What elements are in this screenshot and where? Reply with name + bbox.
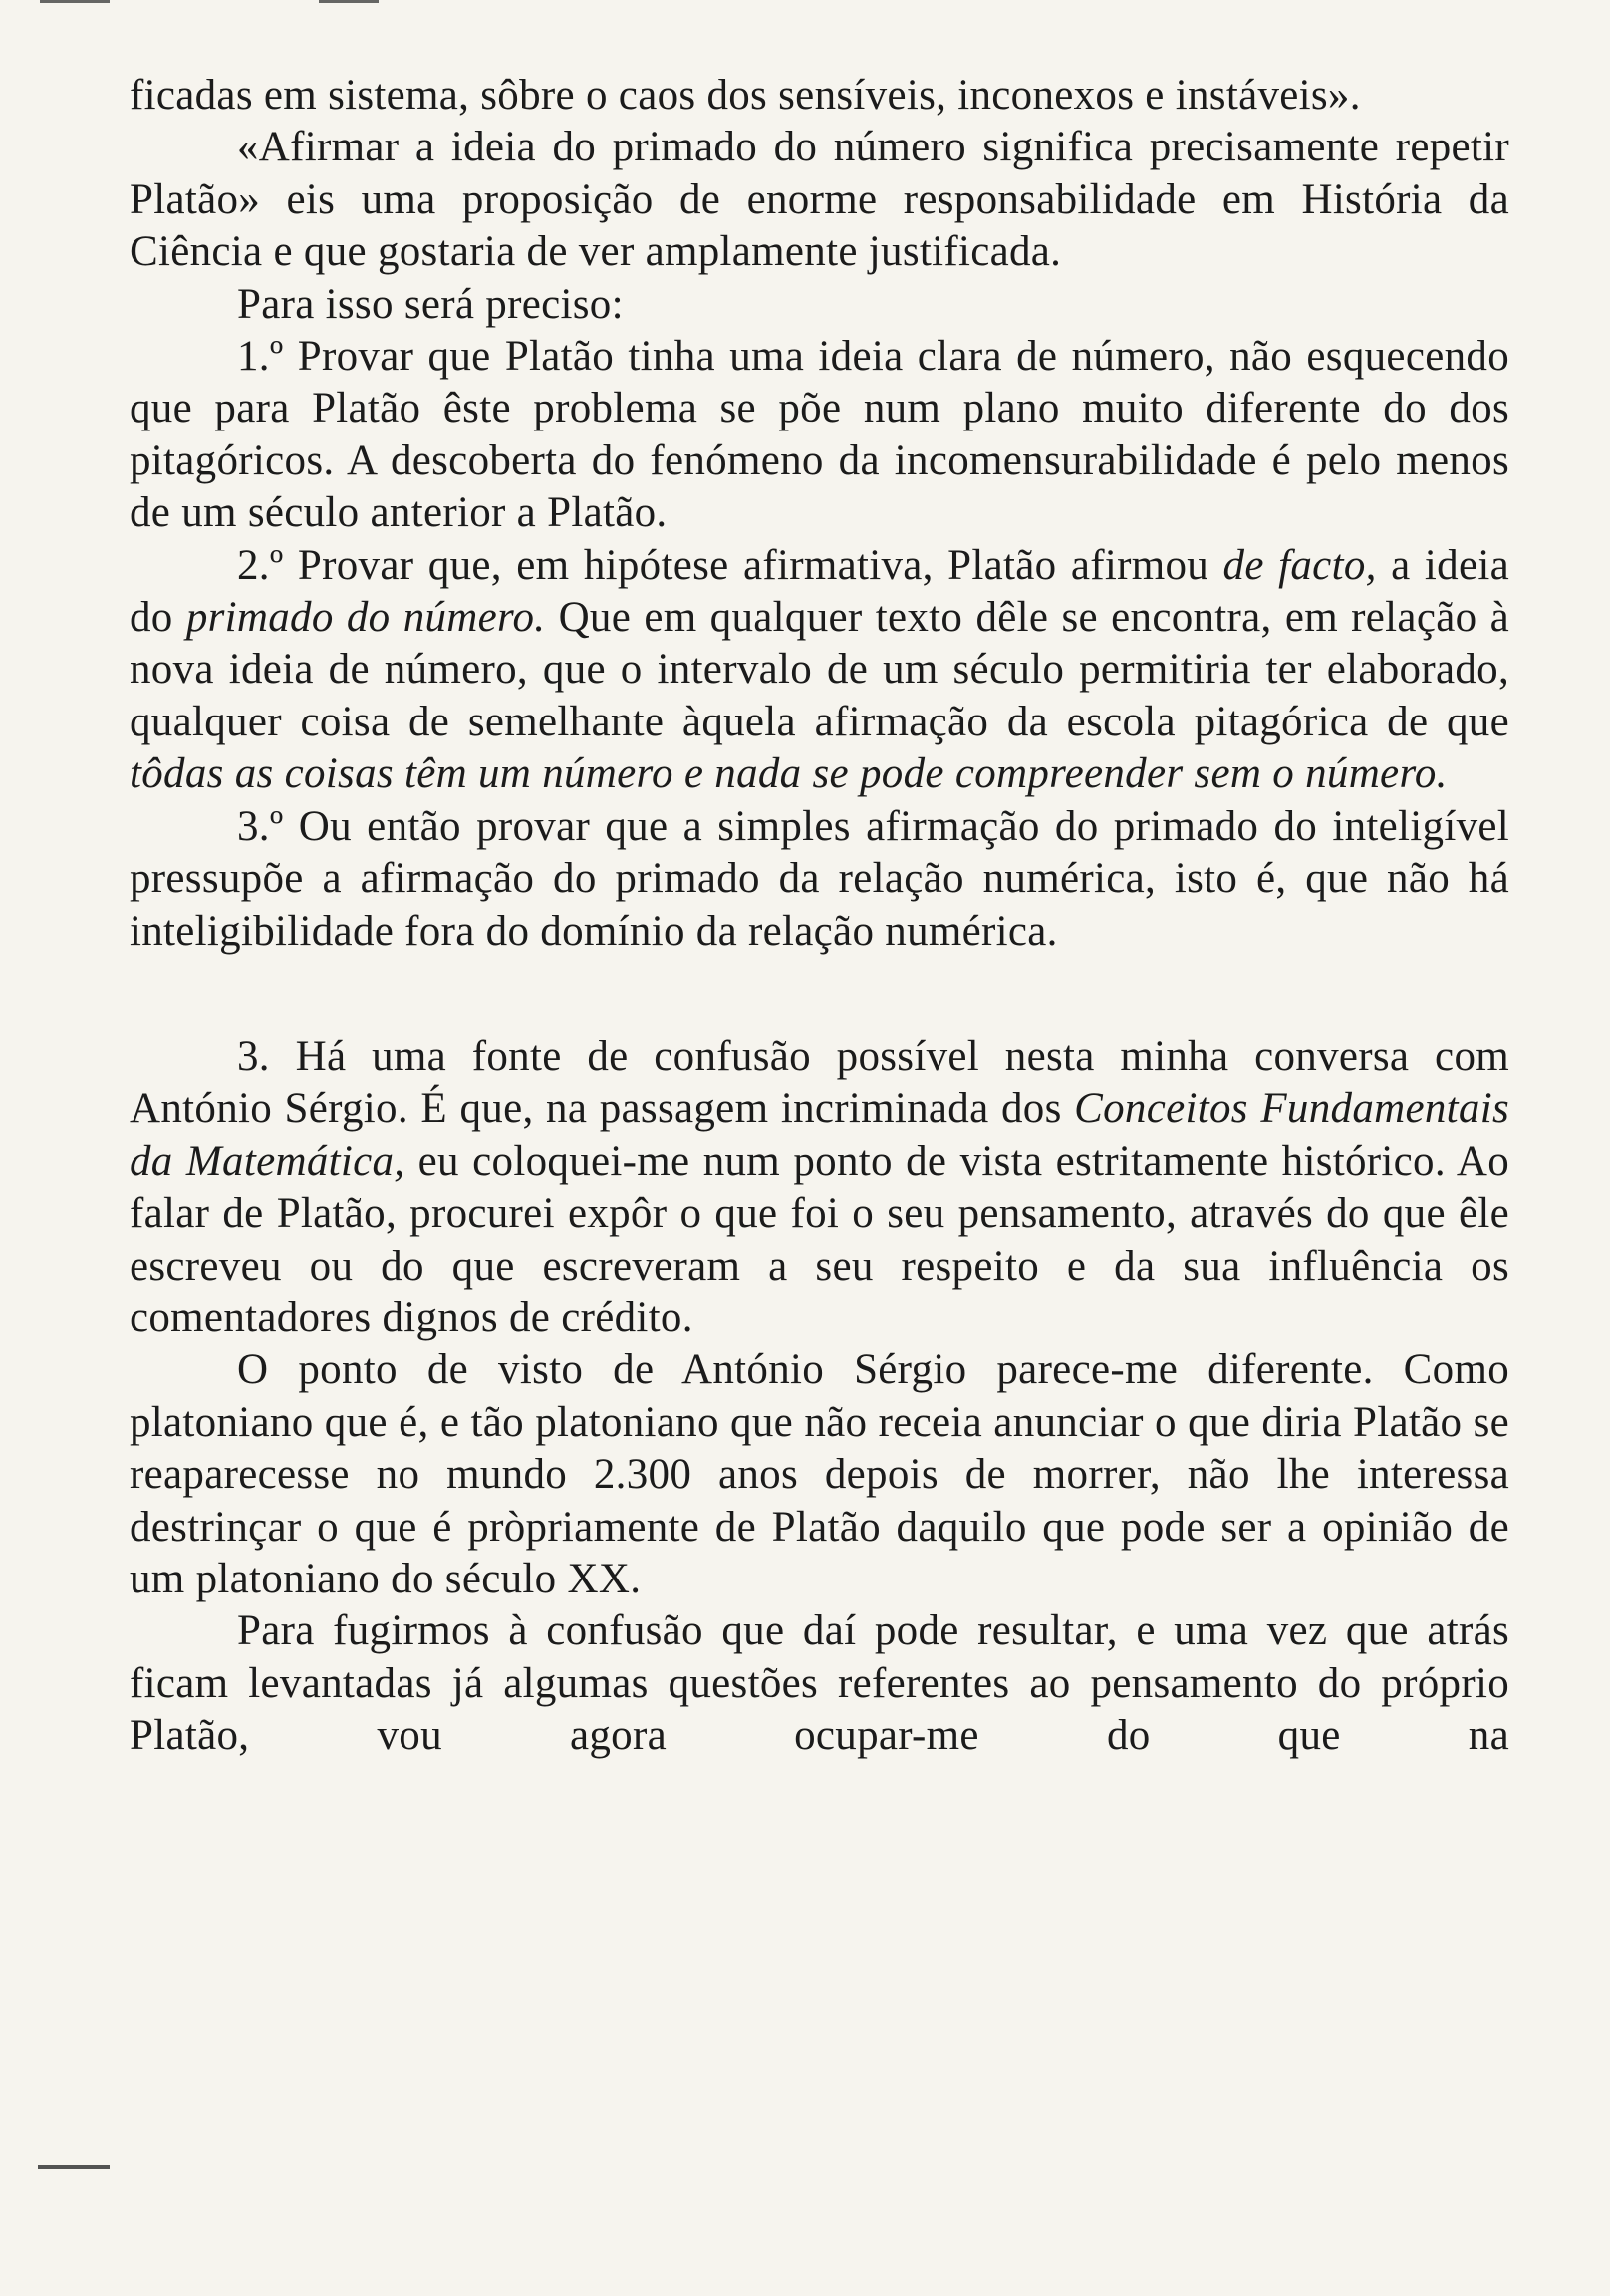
paragraph-p4 (130, 331, 1509, 540)
text-run: a ideia do (130, 541, 1509, 642)
scan-artifact-bottom-left (38, 2165, 110, 2169)
paragraph-p1 (130, 70, 1509, 122)
italic-text: Conceitos Fundamentais da Matemática, (130, 1085, 1509, 1185)
italic-text: de facto, (1222, 541, 1377, 589)
paragraph-p3 (130, 279, 1509, 331)
text-run: 2.º Provar que, em hipótese afirmativa, Platão afirmou (237, 541, 1223, 589)
text-run: 1.º Provar que Platão tinha uma ideia clara de número, não esquecendo que para Platão êste problema se põe num plano muito diferente do dos pitagóricos. A descoberta do fenómeno da incomensurabilidade é pelo menos de um século anterior a Platão. (130, 333, 1509, 537)
paragraph-p7 (130, 1031, 1509, 1344)
paragraph-p6 (130, 801, 1509, 958)
text-run: ficadas em sistema, sôbre o caos dos sensíveis, inconexos e instáveis». (130, 72, 1361, 119)
italic-text: tôdas as coisas têm um número e nada se pode compreender sem o número. (130, 750, 1448, 798)
text-run: Para isso será preciso: (237, 280, 624, 328)
paragraph-p9 (130, 1605, 1509, 1762)
text-run: Para fugirmos à confusão que daí pode resultar, e uma vez que atrás ficam levantadas já algumas questões referentes ao pensamento do próprio Platão, vou agora ocupar-me do que na (130, 1607, 1509, 1760)
paragraph-p2 (130, 122, 1509, 278)
scan-artifact-top-left (40, 0, 110, 3)
text-run: Que em qualquer texto dêle se encontra, em relação à nova ideia de número, que o intervalo de um século permitiria ter elaborado, qualquer coisa de semelhante àquela afirmação da escola pitagórica de que (130, 594, 1509, 745)
paragraph-p8 (130, 1344, 1509, 1605)
paragraph-p5 (130, 540, 1509, 801)
scan-artifact-top-center (319, 0, 379, 3)
text-run: 3.º Ou então provar que a simples afirmação do primado do inteligível pressupõe a afirmação do primado da relação numérica, isto é, que não há inteligibilidade fora do domínio da relação numérica. (130, 802, 1509, 955)
text-run: eu coloquei-me num ponto de vista estritamente histórico. Ao falar de Platão, procurei expôr o que foi o seu pensamento, através do que êle escreveu ou do que escreveram a seu respeito e da sua influência os comentadores dignos de crédito. (130, 1137, 1510, 1341)
text-run: 3. Há uma fonte de confusão possível nesta minha conversa com António Sérgio. É que, na passagem incriminada dos (130, 1032, 1509, 1133)
body-text (130, 70, 1509, 1763)
text-run: O ponto de visto de António Sérgio parece-me diferente. Como platoniano que é, e tão platoniano que não receia anunciar o que diria Platão se reaparecesse no mundo 2.300 anos depois de morrer, não lhe interessa destrinçar o que é pròpriamente de Platão daquilo que pode ser a opinião de um platoniano do século XX. (130, 1346, 1509, 1602)
text-run: «Afirmar a ideia do primado do número significa precisamente repetir Platão» eis uma proposição de enorme responsabilidade em História da Ciência e que gostaria de ver amplamente justificada. (130, 124, 1509, 276)
italic-text: primado do número. (185, 594, 546, 642)
